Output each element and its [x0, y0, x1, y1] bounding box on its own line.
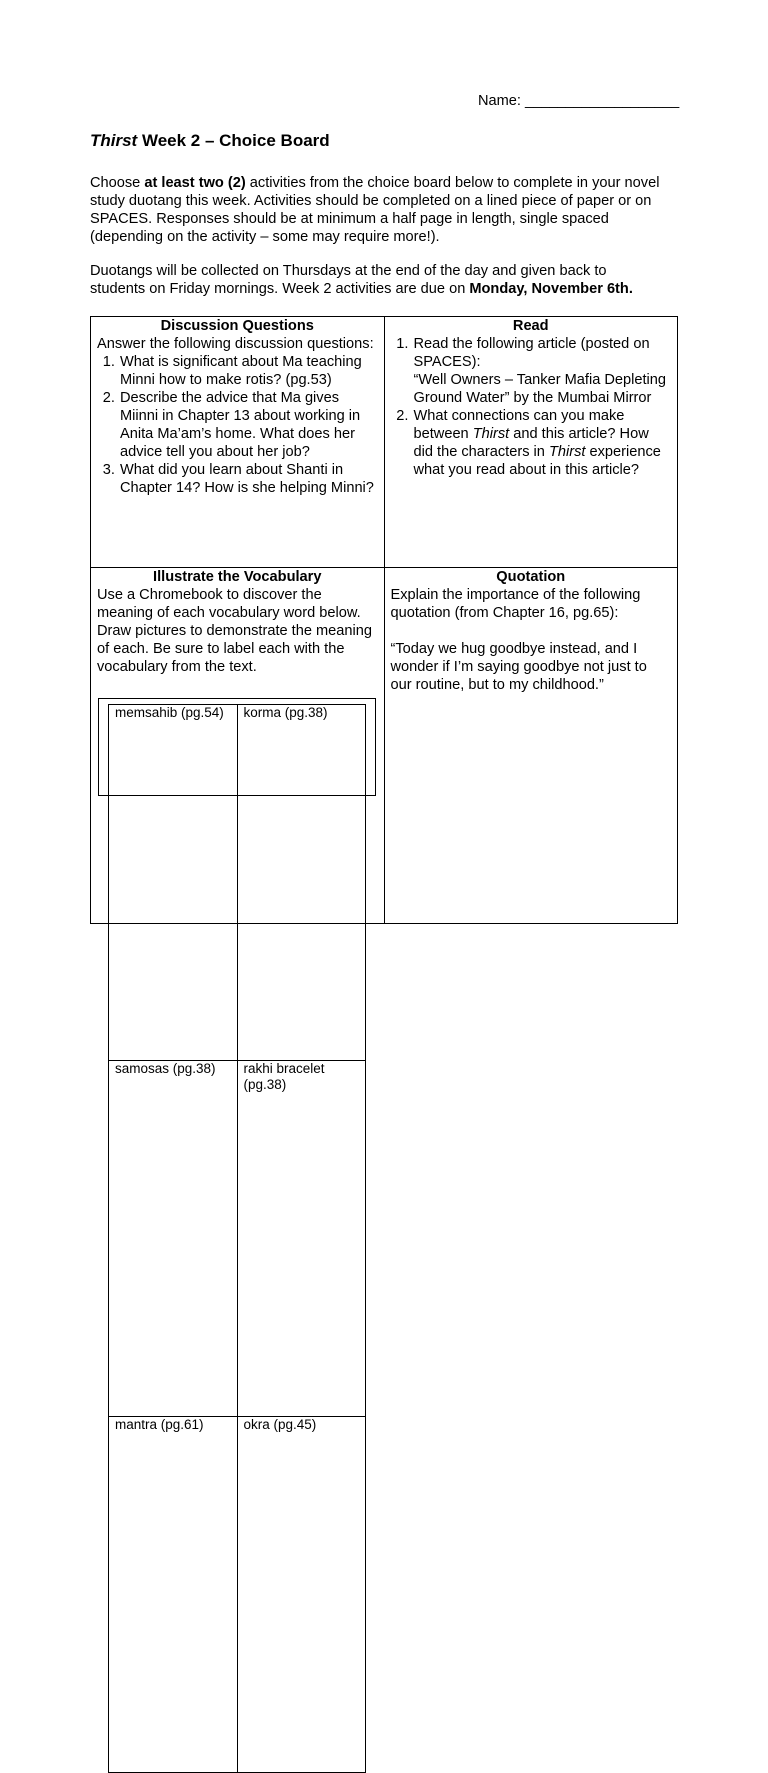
article-title: “Well Owners – Tanker Mafia Depleting Ground Water” by the Mumbai Mirror — [413, 372, 667, 406]
table-row — [109, 1061, 366, 1417]
discussion-heading: Discussion Questions — [160, 318, 314, 334]
title-rest: Week 2 – Choice Board — [137, 131, 330, 150]
list-item: 1. What is significant about Ma teaching Minni how to make rotis? (pg.53) — [119, 353, 378, 389]
list-item — [413, 335, 672, 407]
read-cell — [384, 317, 678, 568]
vocab-word: mantra (pg.61) — [109, 1417, 238, 1773]
title-book-name: Thirst — [90, 131, 138, 150]
name-field-label: Name: ___________________ — [478, 93, 680, 109]
intro-text-2: activities from the choice board below to complete in your novel study duotang this week. Activities should be completed on a lined piece of paper or on SPACES. Responses should be at minimum a half page in length, single spaced (depending on the activity – some may require more!). — [90, 175, 660, 245]
vocabulary-heading: Illustrate the Vocabulary — [153, 569, 322, 585]
list-item: 2. Describe the advice that Ma gives Miinni in Chapter 13 about working in Anita Ma’am’s home. What does her advice tell you about her job? — [119, 389, 378, 461]
discussion-lead: Answer the following discussion questions: — [97, 336, 374, 352]
due-text: Duotangs will be collected on Thursdays at the end of the day and given back to students on Friday mornings. Week 2 activities are due on — [90, 263, 607, 297]
discussion-list — [97, 353, 378, 497]
vocab-word: okra (pg.45) — [237, 1417, 366, 1773]
intro-emphasis: at least two (2) — [144, 175, 246, 191]
intro-text-1: Choose — [90, 175, 145, 191]
vocab-word: samosas (pg.38) — [109, 1061, 238, 1417]
table-row — [109, 705, 366, 1061]
list-item — [413, 407, 672, 479]
due-date-paragraph — [90, 262, 665, 298]
quotation-heading: Quotation — [496, 569, 566, 585]
due-date: Monday, November 6th. — [469, 281, 633, 297]
vocabulary-box — [98, 698, 376, 1432]
vocabulary-instructions: Use a Chromebook to discover the meaning of each vocabulary word below. Draw pictures to demonstrate the meaning of each. Be sure to label each with the vocabulary from the text. — [97, 587, 372, 675]
read-instruction: Read the following article (posted on SPACES): — [413, 336, 650, 370]
read-list — [391, 335, 672, 479]
vocab-word: memsahib (pg.54) — [109, 705, 238, 1061]
vocab-word: korma (pg.38) — [237, 705, 366, 1061]
quotation-instructions: Explain the importance of the following quotation (from Chapter 16, pg.65): — [390, 587, 641, 621]
table-row — [109, 1417, 366, 1773]
quotation-text: “Today we hug goodbye instead, and I wonder if I’m saying goodbye not just to our routine, but to my childhood.” — [390, 641, 647, 693]
read-q-text-1: What connections can you make between — [413, 408, 625, 442]
discussion-cell — [91, 317, 385, 568]
choice-board — [90, 316, 678, 1432]
read-heading: Read — [512, 318, 549, 334]
vocab-word: rakhi bracelet (pg.38) — [237, 1061, 366, 1417]
book-name: Thirst — [472, 426, 510, 442]
read-q-text-2: and this article? How did the characters in — [413, 426, 649, 460]
list-item: 3. What did you learn about Shanti in Chapter 14? How is she helping Minni? — [119, 461, 378, 497]
vocabulary-cell — [91, 568, 385, 1432]
quotation-cell — [384, 568, 678, 924]
instructions-paragraph — [90, 174, 665, 246]
read-q-text-3: experience what you read about in this article? — [413, 444, 661, 478]
book-name: Thirst — [548, 444, 586, 460]
page-title — [90, 132, 330, 150]
vocabulary-table — [108, 704, 366, 1773]
